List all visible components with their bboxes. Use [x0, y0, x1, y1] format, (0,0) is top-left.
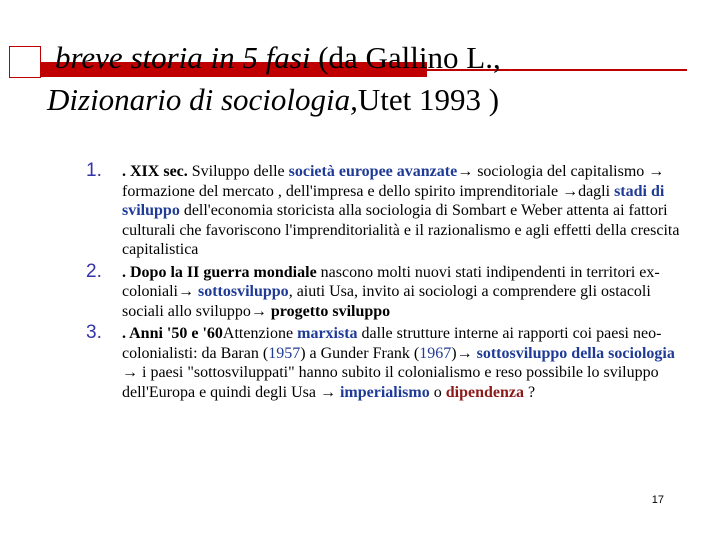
item-text: i paesi "sottosviluppati" hanno subito il colonialismo e reso possibile lo sviluppo dell'Europa e quindi degli Usa	[122, 364, 659, 401]
item-year: 1967	[419, 344, 452, 362]
item-text: Sviluppo delle	[187, 163, 289, 180]
item-highlight: società europee avanzate	[288, 163, 458, 180]
arrow-icon: →	[319, 383, 336, 401]
title-line-1	[55, 38, 501, 78]
item-text: ) a Gunder Frank (	[300, 344, 420, 362]
item-text: formazione del mercato , dell'impresa e dello spirito imprenditoriale	[122, 182, 563, 200]
decorative-square	[9, 46, 41, 78]
list-item-1	[86, 162, 686, 260]
item-text: dell'economia storicista alla sociologia di Sombart e Weber attenta ai fattori culturali che favoriscono l'imprenditorialità e il razionalismo e agli effetti della crescita capitalistica	[122, 202, 680, 258]
arrow-icon: →	[122, 364, 138, 381]
item-heading: . Anni '50 e '60	[122, 325, 223, 342]
item-text: nascono molti nuovi stati indipendenti in territori ex-coloniali	[122, 263, 660, 300]
title-rest-1: (da Gallino L.,	[310, 40, 501, 75]
arrow-icon: →	[648, 163, 665, 180]
title-italic-1: breve storia in 5 fasi	[55, 40, 311, 75]
item-text: )	[451, 344, 457, 362]
title-line-2	[47, 80, 499, 120]
item-number: 1.	[86, 160, 102, 181]
arrow-icon: →	[562, 182, 579, 200]
item-highlight: stadi di sviluppo	[122, 182, 665, 219]
list-item-2	[86, 260, 686, 322]
item-text: Attenzione	[222, 325, 298, 342]
item-highlight: sottosviluppo	[197, 283, 289, 300]
arrow-icon: →	[457, 163, 474, 180]
arrow-icon: →	[250, 302, 267, 320]
item-text: , aiuti Usa, invito ai sociologi a comprendere gli ostacoli sociali allo sviluppo	[122, 283, 651, 320]
item-text: sociologia del capitalismo	[473, 163, 649, 180]
item-highlight: progetto sviluppo	[266, 302, 391, 320]
item-year: 1957	[268, 344, 301, 362]
arrow-icon: →	[456, 344, 473, 362]
item-text: ?	[523, 383, 536, 401]
title-italic-2: Dizionario di sociologia,	[47, 82, 358, 117]
list-item-3	[86, 324, 686, 402]
page-number: 17	[651, 494, 664, 506]
item-number: 3.	[86, 322, 102, 343]
item-highlight: imperialismo	[339, 383, 430, 401]
item-number: 2.	[86, 260, 102, 282]
arrow-icon: →	[177, 283, 194, 300]
item-highlight: sottosviluppo della sociologia	[472, 344, 675, 362]
item-highlight-red: dipendenza	[445, 383, 524, 401]
item-text: dagli	[578, 182, 615, 200]
phases-list	[86, 162, 686, 405]
item-text: o	[429, 383, 446, 401]
item-text: dalle strutture interne ai rapporti coi paesi neo-colonialisti: da Baran (	[122, 325, 662, 362]
item-heading: . XIX sec.	[122, 163, 188, 180]
item-highlight: marxista	[297, 325, 358, 342]
title-rest-2: Utet 1993 )	[357, 82, 500, 117]
item-heading: . Dopo la II guerra mondiale	[122, 263, 317, 281]
